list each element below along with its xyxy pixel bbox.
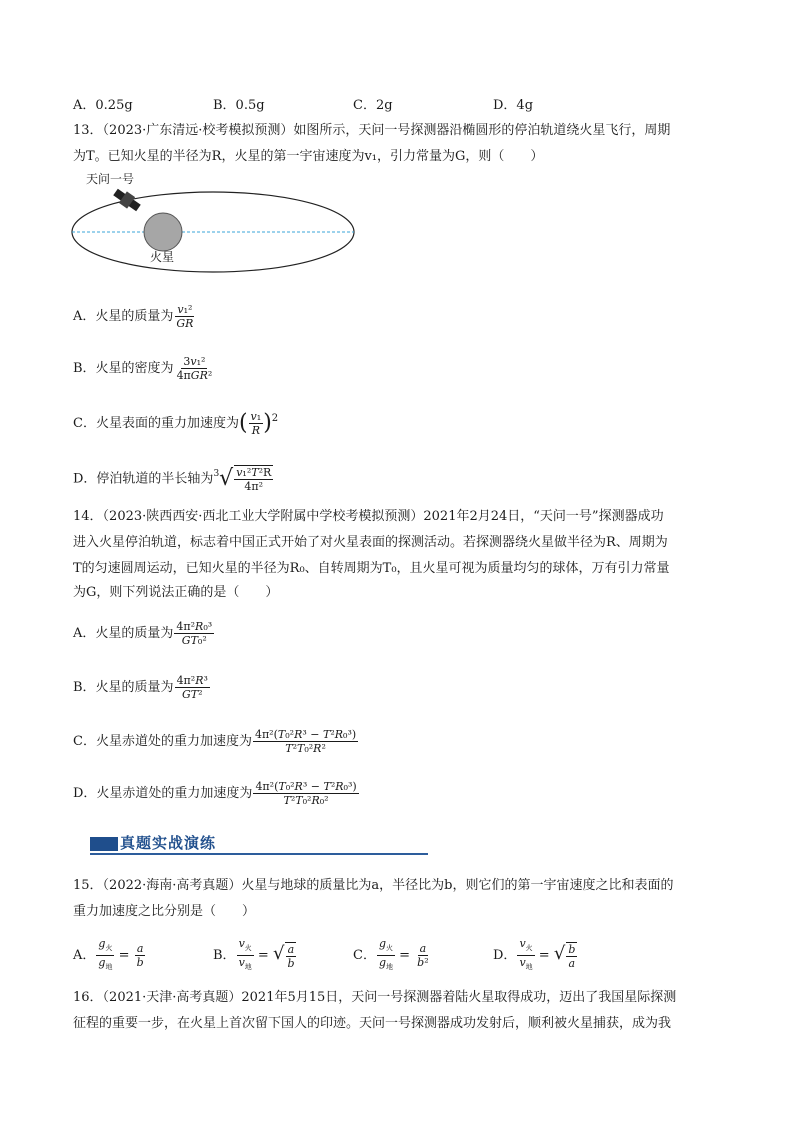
section-banner-bar <box>90 837 118 851</box>
q13-option-c: C．火星表面的重力加速度为( $\frac{\text{v₁}}{R}$ )$^2$ <box>73 410 279 437</box>
q15-option-b: B． $\frac{v_火}{v_地}$ = √ $\frac{a}{b}$ <box>213 937 295 972</box>
section-title: 真题实战演练 <box>120 834 217 852</box>
q15-option-a: A． $\frac{g_火}{g_地}$ = $\frac{a}{b}$ <box>73 937 144 972</box>
q14-stem-line2: 进入火星停泊轨道，标志着中国正式开始了对火星表面的探测活动。若探测器绕火星做半径为R、周期为 <box>73 535 668 550</box>
q14-stem-line3: T的匀速圆周运动，已知火星的半径为R₀、自转周期为T₀，且火星可视为质量均匀的球体，万有引力常量 <box>73 561 670 576</box>
q13-option-b: B．火星的密度为 $\frac{\text{3v₁²}}{\text{4πGR²}}$ <box>73 355 213 382</box>
q14-stem-line1: 14．（2023·陕西西安·西北工业大学附属中学校考模拟预测）2021年2月24日，“天问一号”探测器成功 <box>73 509 664 524</box>
probe-icon <box>112 186 143 214</box>
q12-option-c: C．2g <box>353 98 393 113</box>
q16-stem-line1: 16．（2021·天津·高考真题）2021年5月15日，天问一号探测器着陆火星取得成功，迈出了我国星际探测 <box>73 990 677 1005</box>
q12-option-d: D．4g <box>493 98 534 113</box>
q15-option-d: D． $\frac{v_火}{v_地}$ = √ $\frac{b}{a}$ <box>493 937 576 972</box>
formula-frac: $\frac{\text{v₁²}}{GR}$ <box>176 303 194 330</box>
q14-option-d: D．火星赤道处的重力加速度为 $\frac{\text{4π²(T₀²R³ − T²R₀³)}}{\text{T²T₀²R₀²}}$ <box>73 780 357 807</box>
q15-stem-line1: 15．（2022·海南·高考真题）火星与地球的质量比为a，半径比为b，则它们的第一宇宙速度之比和表面的 <box>73 878 674 893</box>
q12-option-a: A．0.25g <box>73 98 133 113</box>
q16-stem-line2: 征程的重要一步，在火星上首次留下国人的印迹。天问一号探测器成功发射后，顺利被火星捕获，成为我 <box>73 1016 672 1031</box>
q13-option-a: A．火星的质量为 $\frac{\text{v₁²}}{GR}$ <box>73 303 194 330</box>
q13-option-d: D．停泊轨道的半长轴为$^3$√ $\frac{\text{v₁²T²R}}{\text{4π²}}$ <box>73 466 272 493</box>
formula-frac: $\frac{\text{3v₁²}}{\text{4πGR²}}$ <box>176 355 213 382</box>
q12-option-b: B．0.5g <box>213 98 265 113</box>
q15-stem-line2: 重力加速度之比分别是（ ） <box>73 904 256 919</box>
q14-option-b: B．火星的质量为 $\frac{\text{4π²R³}}{\text{GT²}}$ <box>73 674 208 701</box>
q14-option-c: C．火星赤道处的重力加速度为 $\frac{\text{4π²(T₀²R³ − T²R₀³)}}{\text{T²T₀²R²}}$ <box>73 728 357 755</box>
mars-planet <box>144 213 182 251</box>
section-rule <box>90 853 428 855</box>
q14-stem-line4: 为G，则下列说法正确的是（ ） <box>73 585 279 600</box>
q15-option-c: C． $\frac{g_火}{g_地}$ = $\frac{a}{\text{b²}}$ <box>353 937 429 972</box>
q13-stem-line2: 为T。已知火星的半径为R，火星的第一宇宙速度为v₁，引力常量为G，则（ ） <box>73 149 544 164</box>
mars-label: 火星 <box>150 250 175 264</box>
q14-option-a: A．火星的质量为 $\frac{\text{4π²R₀³}}{\text{GT₀²}}$ <box>73 620 213 647</box>
q13-stem-line1: 13．（2023·广东清远·校考模拟预测）如图所示，天问一号探测器沿椭圆形的停泊轨道绕火星飞行，周期 <box>73 123 671 138</box>
probe-label: 天问一号 <box>86 172 135 186</box>
